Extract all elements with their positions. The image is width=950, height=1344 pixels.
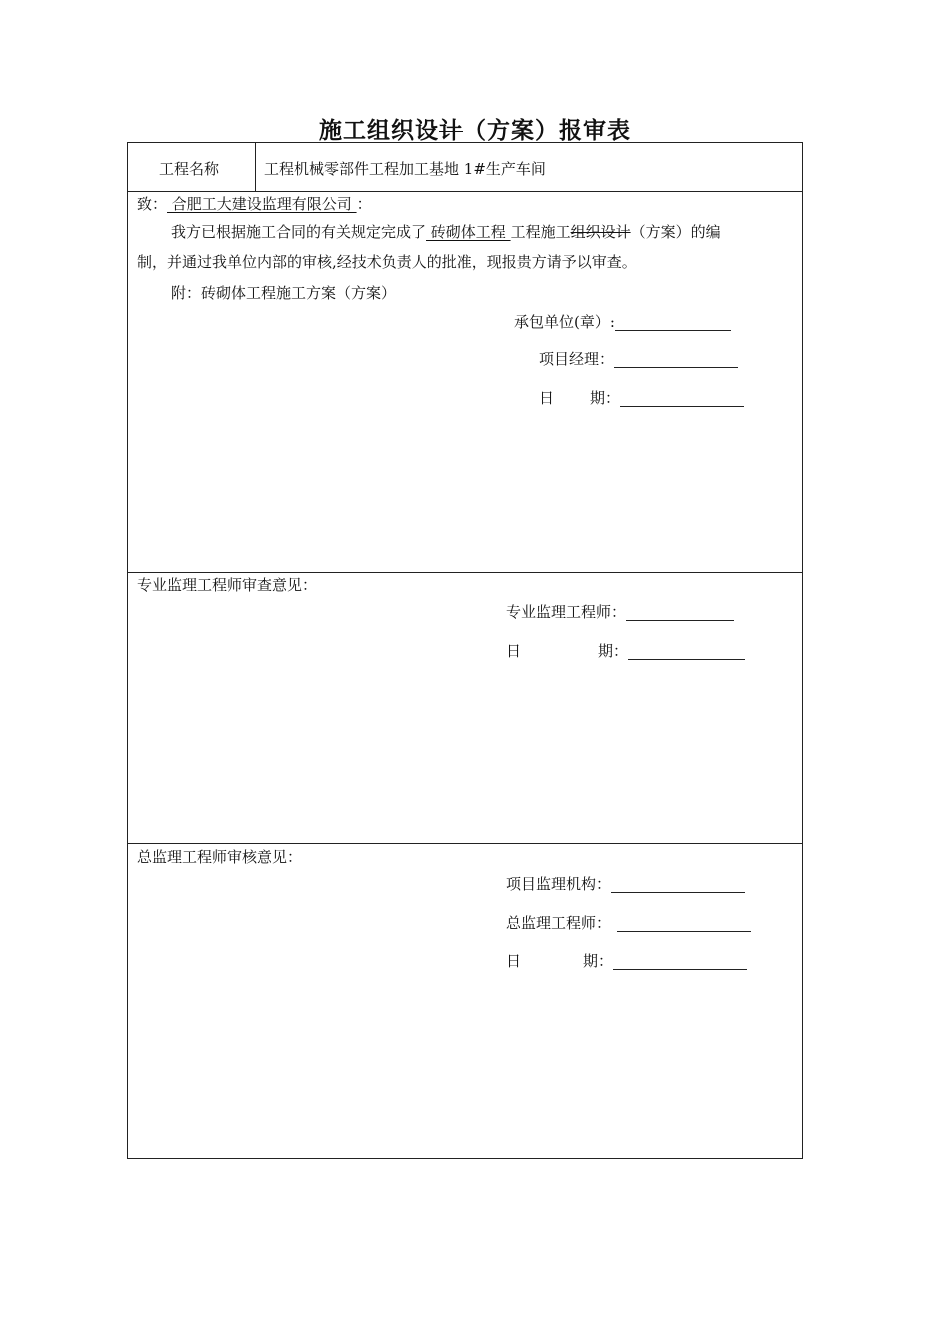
statement-text-a: 我方已根据施工合同的有关规定完成了 <box>171 223 427 241</box>
specialist-date-label-period: 期： <box>598 642 629 660</box>
specialist-date-row <box>506 642 745 660</box>
specialist-review-heading: 专业监理工程师审查意见： <box>137 576 318 594</box>
project-name-value: 工程机械零部件工程加工基地 1#生产车间 <box>264 160 546 178</box>
statement-work-item: 砖砌体工程 <box>426 223 511 241</box>
submission-date-line[interactable] <box>620 390 744 407</box>
statement-text-c: （方案）的编 <box>630 223 721 241</box>
recipient-suffix: ： <box>356 195 372 213</box>
recipient-line <box>137 195 372 213</box>
statement-line-1 <box>171 223 721 241</box>
supervision-org-label: 项目监理机构： <box>506 875 612 893</box>
row-divider-3 <box>128 843 802 844</box>
chief-date-row <box>506 952 747 970</box>
chief-review-heading: 总监理工程师审核意见： <box>137 848 303 866</box>
contractor-signature-line[interactable] <box>615 314 731 331</box>
approval-form-table <box>127 142 803 1159</box>
submission-date-row <box>539 389 744 407</box>
pm-label: 项目经理： <box>539 350 615 368</box>
specialist-signature-row <box>506 603 734 621</box>
title-suffix: （方案）报审表 <box>463 118 631 144</box>
row-divider-1 <box>128 191 802 192</box>
attachment-line: 附：砖砌体工程施工方案（方案） <box>171 284 397 302</box>
page-title <box>0 112 950 145</box>
contractor-signature-row <box>514 313 731 331</box>
statement-text-b: 工程施工 <box>510 223 571 241</box>
statement-strike-text: 组织设计 <box>570 223 631 241</box>
date-label-period: 期： <box>590 389 621 407</box>
pm-signature-line[interactable] <box>614 351 738 368</box>
title-prefix: 施工组织设 <box>319 118 439 144</box>
specialist-engineer-label: 专业监理工程师： <box>506 603 627 621</box>
specialist-date-label-day: 日 <box>506 642 522 660</box>
contractor-label: 承包单位(章）: <box>514 313 615 331</box>
pm-signature-row <box>539 350 738 368</box>
chief-signature-line[interactable] <box>617 915 751 932</box>
project-cell-divider <box>255 143 256 191</box>
supervision-org-row <box>506 875 745 893</box>
chief-date-label-period: 期： <box>583 952 614 970</box>
date-label-day: 日 <box>539 389 555 407</box>
chief-signature-row <box>506 914 751 932</box>
chief-date-label-day: 日 <box>506 952 522 970</box>
supervision-org-line[interactable] <box>611 876 745 893</box>
project-name-label: 工程名称 <box>159 160 220 178</box>
title-strike-text: 计 <box>439 118 463 144</box>
chief-date-line[interactable] <box>613 953 747 970</box>
statement-line-2: 制，并通过我单位内部的审核,经技术负责人的批准，现报贵方请予以审查。 <box>137 253 637 271</box>
chief-engineer-label: 总监理工程师： <box>506 914 612 932</box>
row-divider-2 <box>128 572 802 573</box>
recipient-company: 合肥工大建设监理有限公司 <box>167 195 357 213</box>
specialist-signature-line[interactable] <box>626 604 734 621</box>
recipient-prefix: 致： <box>137 195 168 213</box>
specialist-date-line[interactable] <box>628 643 745 660</box>
